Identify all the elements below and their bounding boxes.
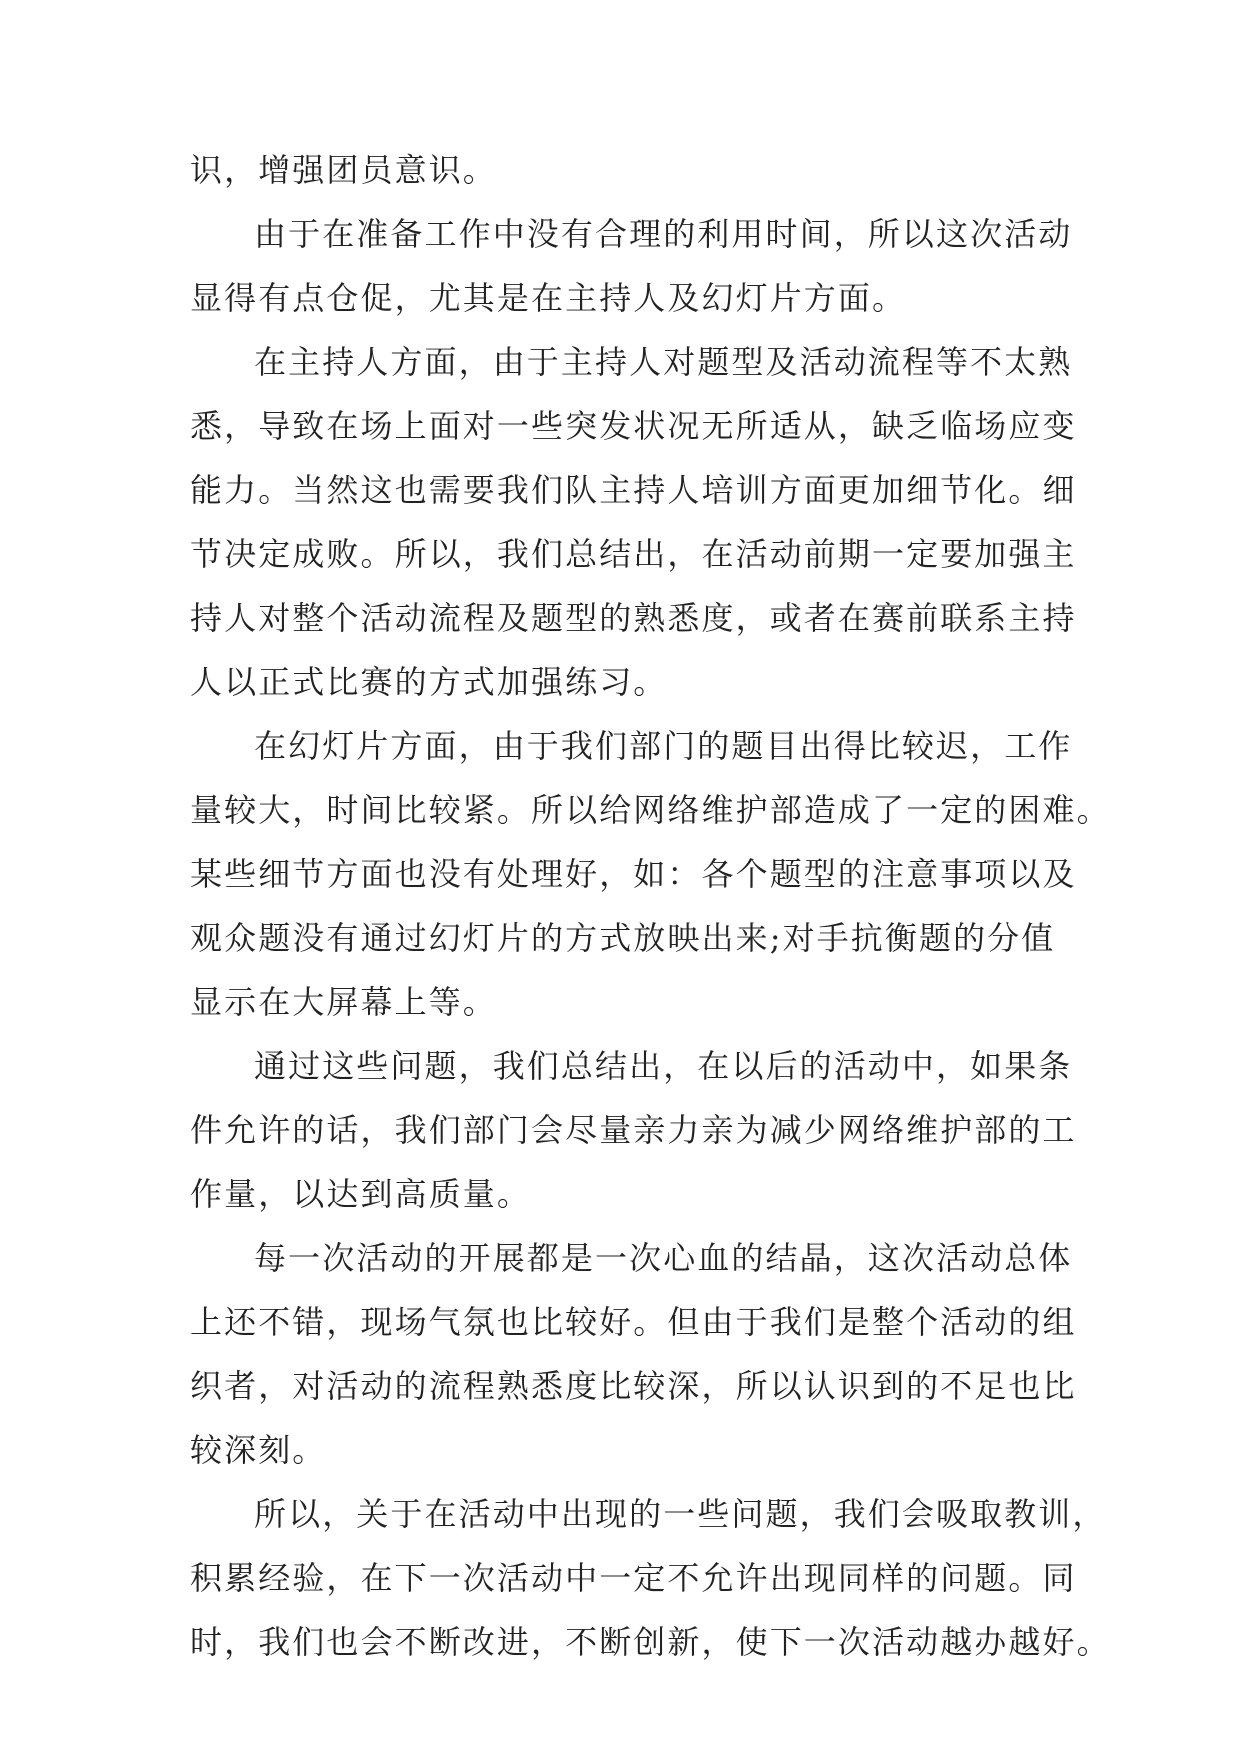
paragraph [190,1034,1077,1226]
text-line: 显示在大屏幕上等。 [190,983,497,1021]
text-line: 积累经验，在下一次活动中一定不允许出现同样的问题。同 [190,1559,1077,1597]
text-line: 在主持人方面，由于主持人对题型及活动流程等不太熟 [254,343,1073,381]
text-line: 织者，对活动的流程熟悉度比较深，所以认识到的不足也比 [190,1367,1077,1405]
text-line: 某些细节方面也没有处理好，如：各个题型的注意事项以及 [190,855,1077,893]
text-line: 节决定成败。所以，我们总结出，在活动前期一定要加强主 [190,535,1077,573]
text-line: 识，增强团员意识。 [190,151,497,189]
text-line: 每一次活动的开展都是一次心血的结晶，这次活动总体 [254,1239,1073,1277]
text-line: 量较大，时间比较紧。所以给网络维护部造成了一定的困难。 [190,791,1111,829]
paragraph [190,330,1077,714]
text-line: 通过这些问题，我们总结出，在以后的活动中，如果条 [254,1047,1073,1085]
text-line: 能力。当然这也需要我们队主持人培训方面更加细节化。细 [190,471,1077,509]
text-line: 悉，导致在场上面对一些突发状况无所适从，缺乏临场应变 [190,407,1077,445]
paragraph [190,1482,1111,1674]
document-body [190,138,1111,1674]
paragraph [190,1226,1077,1482]
text-line: 时，我们也会不断改进，不断创新，使下一次活动越办越好。 [190,1623,1111,1661]
paragraph [190,714,1111,1034]
text-line: 显得有点仓促，尤其是在主持人及幻灯片方面。 [190,279,907,317]
paragraph [190,202,1073,330]
text-line: 人以正式比赛的方式加强练习。 [190,663,668,701]
text-line: 上还不错，现场气氛也比较好。但由于我们是整个活动的组 [190,1303,1077,1341]
paragraph [190,138,1052,202]
text-line: 在幻灯片方面，由于我们部门的题目出得比较迟，工作 [254,727,1073,765]
text-line: 较深刻。 [190,1431,327,1469]
text-line: 观众题没有通过幻灯片的方式放映出来;对手抗衡题的分值 [190,919,1056,957]
text-line: 所以，关于在活动中出现的一些问题，我们会吸取教训， [254,1495,1107,1533]
text-line: 件允许的话，我们部门会尽量亲力亲为减少网络维护部的工 [190,1111,1077,1149]
text-line: 由于在准备工作中没有合理的利用时间，所以这次活动 [254,215,1073,253]
text-line: 作量，以达到高质量。 [190,1175,532,1213]
text-line: 持人对整个活动流程及题型的熟悉度，或者在赛前联系主持 [190,599,1077,637]
